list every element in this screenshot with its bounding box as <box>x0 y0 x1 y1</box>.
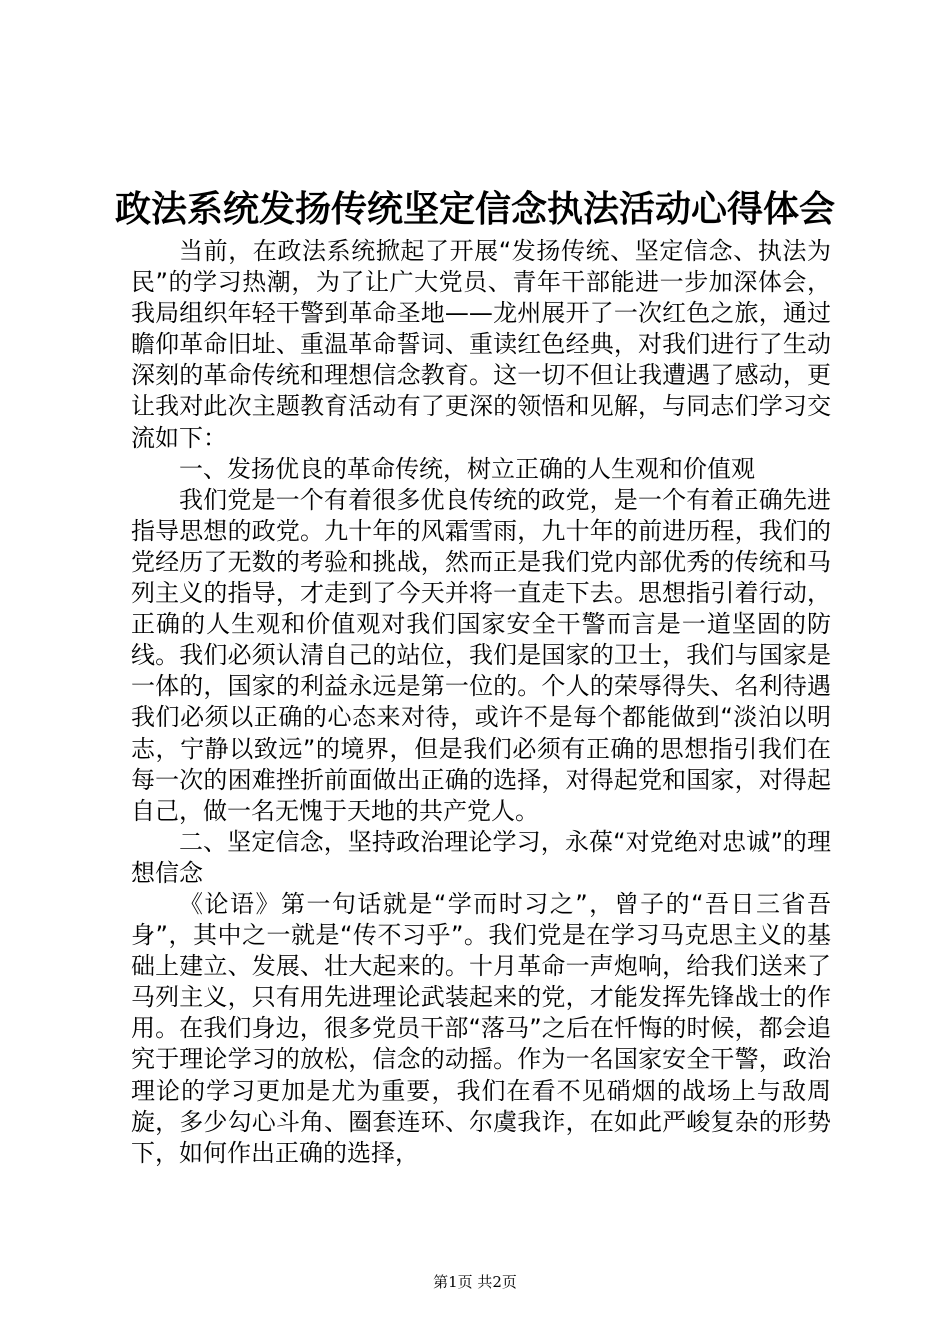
page-footer: 第1页 共2页 <box>433 1273 517 1291</box>
document-title: 政法系统发扬传统坚定信念执法活动心得体会 <box>114 188 835 230</box>
paragraph: 当前，在政法系统掀起了开展“发扬传统、坚定信念、执法为民”的学习热潮，为了让广大党员、青年干部能进一步加深体会，我局组织年轻干警到革命圣地——龙州展开了一次红色之旅，通过瞻仰革命旧址、重温革命誓词、重读红色经典，对我们进行了生动深刻的革命传统和理想信念教育。这一切不但让我遭遇了感动，更让我对此次主题教育活动有了更深的领悟和见解，与同志们学习交流如下： <box>131 237 831 452</box>
section-heading: 二、坚定信念，坚持政治理论学习，永葆“对党绝对忠诚”的理想信念 <box>131 827 831 887</box>
paragraph: 《论语》第一句话就是“学而时习之”，曾子的“吾日三省吾身”，其中之一就是“传不习乎”。我们党是在学习马克思主义的基础上建立、发展、壮大起来的。十月革命一声炮响，给我们送来了马列主义，只有用先进理论武装起来的党，才能发挥先锋战士的作用。在我们身边，很多党员干部“落马”之后在忏悔的时候，都会追究于理论学习的放松，信念的动摇。作为一名国家安全干警，政治理论的学习更加是尤为重要，我们在看不见硝烟的战场上与敌周旋，多少勾心斗角、圈套连环、尔虞我诈，在如此严峻复杂的形势下，如何作出正确的选择， <box>131 889 831 1167</box>
document-body <box>131 236 831 1169</box>
section-heading: 一、发扬优良的革命传统，树立正确的人生观和价值观 <box>179 454 755 483</box>
paragraph: 我们党是一个有着很多优良传统的政党，是一个有着正确先进指导思想的政党。九十年的风霜雪雨，九十年的前进历程，我们的党经历了无数的考验和挑战，然而正是我们党内部优秀的传统和马列主义的指导，才走到了今天并将一直走下去。思想指引着行动，正确的人生观和价值观对我们国家安全干警而言是一道坚固的防线。我们必须认清自己的站位，我们是国家的卫士，我们与国家是一体的，国家的利益永远是第一位的。个人的荣辱得失、名利待遇我们必须以正确的心态来对待，或许不是每个都能做到“淡泊以明志，宁静以致远”的境界，但是我们必须有正确的思想指引我们在每一次的困难挫折前面做出正确的选择，对得起党和国家，对得起自己，做一名无愧于天地的共产党人。 <box>131 485 831 825</box>
